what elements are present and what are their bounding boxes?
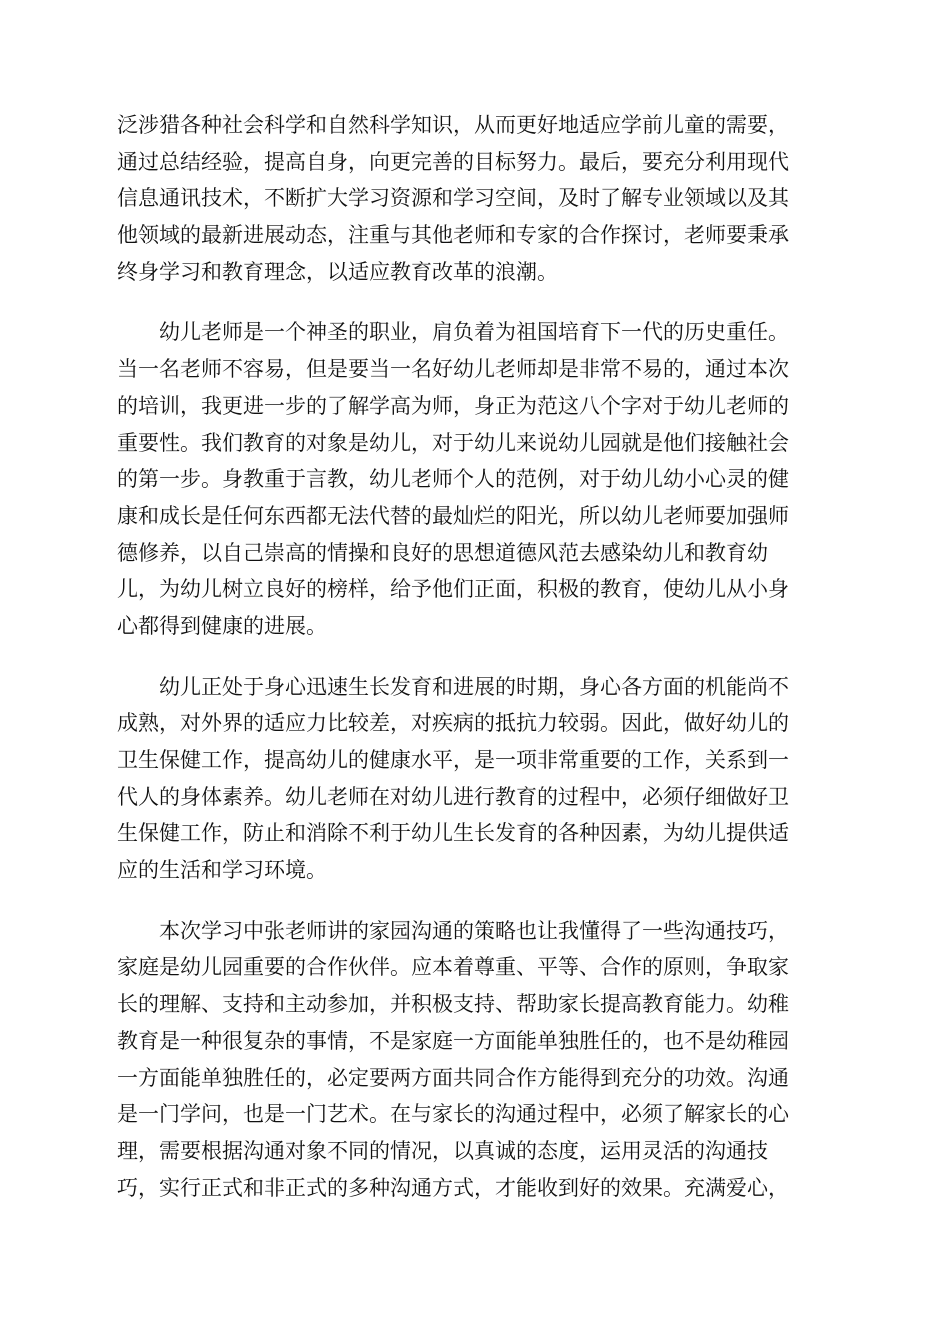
text-line: 的培训，我更进一步的了解学高为师，身正为范这八个字对于幼儿老师的 (117, 393, 789, 418)
text-line: 幼儿正处于身心迅速生长发育和进展的时期，身心各方面的机能尚不 (159, 674, 789, 699)
text-line: 代人的身体素养。幼儿老师在对幼儿进行教育的过程中，必须仔细做好卫 (117, 784, 789, 809)
text-line: 心都得到健康的进展。 (117, 613, 327, 638)
paragraph-3 (117, 669, 837, 889)
body-text (117, 107, 837, 1230)
text-line: 他领域的最新进展动态，注重与其他老师和专家的合作探讨，老师要秉承 (117, 223, 789, 248)
text-line: 教育是一种很复杂的事情，不是家庭一方面能单独胜任的，也不是幼稚园 (117, 1028, 789, 1053)
paragraph-4 (117, 913, 837, 1207)
text-line: 的第一步。身教重于言教，幼儿老师个人的范例，对于幼儿幼小心灵的健 (117, 467, 789, 492)
text-line: 重要性。我们教育的对象是幼儿，对于幼儿来说幼儿园就是他们接触社会 (117, 430, 789, 455)
text-line: 巧，实行正式和非正式的多种沟通方式，才能收到好的效果。充满爱心， (117, 1175, 789, 1200)
text-line: 幼儿老师是一个神圣的职业，肩负着为祖国培育下一代的历史重任。 (159, 320, 789, 345)
paragraph-1 (117, 107, 837, 290)
text-line: 终身学习和教育理念，以适应教育改革的浪潮。 (117, 259, 558, 284)
text-line: 一方面能单独胜任的，必定要两方面共同合作方能得到充分的功效。沟通 (117, 1065, 789, 1090)
text-line: 德修养，以自己崇高的情操和良好的思想道德风范去感染幼儿和教育幼 (117, 540, 768, 565)
text-line: 本次学习中张老师讲的家园沟通的策略也让我懂得了一些沟通技巧， (159, 918, 789, 943)
text-line: 应的生活和学习环境。 (117, 858, 327, 883)
text-line: 家庭是幼儿园重要的合作伙伴。应本着尊重、平等、合作的原则，争取家 (117, 955, 789, 980)
paragraph-2 (117, 314, 837, 644)
text-line: 卫生保健工作，提高幼儿的健康水平，是一项非常重要的工作，关系到一 (117, 748, 789, 772)
text-line: 信息通讯技术，不断扩大学习资源和学习空间，及时了解专业领域以及其 (117, 186, 789, 211)
text-line: 康和成长是任何东西都无法代替的最灿烂的阳光，所以幼儿老师要加强师 (117, 503, 789, 528)
text-line: 泛涉猎各种社会科学和自然科学知识，从而更好地适应学前儿童的需要， (117, 113, 789, 137)
text-line: 生保健工作，防止和消除不利于幼儿生长发育的各种因素，为幼儿提供适 (117, 821, 789, 846)
text-line: 理，需要根据沟通对象不同的情况，以真诚的态度，运用灵活的沟通技 (117, 1138, 768, 1163)
text-line: 儿，为幼儿树立良好的榜样，给予他们正面，积极的教育，使幼儿从小身 (117, 577, 789, 602)
text-line: 通过总结经验，提高自身，向更完善的目标努力。最后，要充分利用现代 (117, 149, 789, 174)
text-line: 当一名老师不容易，但是要当一名好幼儿老师却是非常不易的，通过本次 (117, 357, 789, 382)
text-line: 是一门学问，也是一门艺术。在与家长的沟通过程中，必须了解家长的心 (117, 1102, 789, 1127)
text-line: 成熟，对外界的适应力比较差，对疾病的抵抗力较弱。因此，做好幼儿的 (117, 711, 789, 736)
text-line: 长的理解、支持和主动参加，并积极支持、帮助家长提高教育能力。幼稚 (117, 992, 789, 1017)
